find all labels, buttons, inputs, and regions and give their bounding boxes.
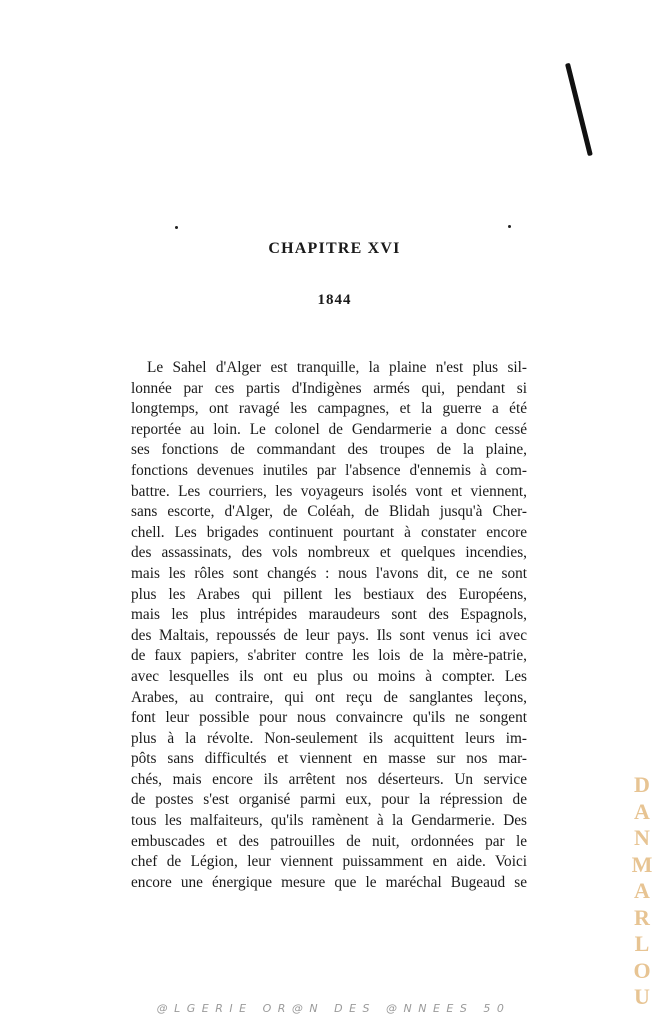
scan-margin-mark — [565, 63, 593, 156]
watermark-letter: O — [633, 957, 651, 983]
watermark-letter: A — [634, 798, 650, 824]
text-line: chés, mais encore ils arrêtent nos déserteurs. Un service — [131, 770, 527, 788]
text-line: embuscades et des patrouilles de nuit, ordonnées par le — [131, 832, 527, 850]
text-line: longtemps, ont ravagé les campagnes, et la guerre a été — [131, 400, 527, 418]
text-line: plus les Arabes qui pillent les bestiaux des Européens, — [131, 585, 527, 603]
text-line: Le Sahel d'Alger est tranquille, la plaine n'est plus sil- — [147, 359, 527, 376]
text-line: des Maltais, repoussés de leur pays. Ils sont venus ici avec — [131, 626, 527, 644]
watermark-letter: A — [634, 878, 650, 903]
watermark-letter: D — [634, 772, 650, 797]
footer-series-title: @LGERIE OR@N DES @NNEES 50 — [156, 1002, 511, 1015]
body-paragraph — [131, 358, 527, 893]
text-line: mais les rôles sont changés : nous l'avons dit, ce ne sont — [131, 564, 527, 582]
text-line: ses fonctions de commandant des troupes de la plaine, — [131, 441, 527, 459]
text-line: fonctions devenues inutiles par l'absence d'ennemis à com- — [131, 461, 527, 479]
text-line: lonnée par ces partis d'Indigènes armés qui, pendant si — [131, 379, 527, 397]
watermark-letter: U — [634, 984, 650, 1009]
text-line: mais les plus intrépides maraudeurs sont des Espagnols, — [131, 606, 527, 624]
text-line: avec lesquelles ils ont eu plus ou moins à compter. Les — [131, 667, 527, 685]
text-line: font leur possible pour nous convaincre qu'ils ne songent — [131, 709, 527, 727]
scan-speck — [175, 226, 178, 229]
text-line: de faux papiers, s'abriter contre les lois de la mère-patrie, — [131, 647, 527, 665]
chapter-title: CHAPITRE XVI — [268, 240, 401, 257]
text-line: chef de Légion, leur viennent puissamment en aide. Voici — [131, 853, 527, 871]
watermark-letter: M — [631, 851, 653, 877]
text-line: plus à la révolte. Non-seulement ils acquittent leurs im- — [131, 729, 527, 747]
text-line: encore une énergique mesure que le maréchal Bugeaud se — [131, 873, 527, 891]
watermark-letter: R — [634, 904, 650, 930]
text-line: tous les malfaiteurs, qu'ils ramènent à la Gendarmerie. Des — [131, 812, 527, 830]
watermark-letter: L — [634, 931, 650, 956]
text-line: pôts sans difficultés et viennent en masse sur nos mar- — [131, 750, 527, 768]
text-line: sans escorte, d'Alger, de Coléah, de Blidah jusqu'à Cher- — [131, 503, 527, 521]
text-line: reportée au loin. Le colonel de Gendarmerie a donc cessé — [131, 420, 527, 438]
vertical-watermark — [630, 772, 654, 1011]
scan-speck — [508, 225, 511, 228]
watermark-letter: N — [634, 825, 650, 850]
text-line: chell. Les brigades continuent pourtant à constater encore — [131, 523, 527, 541]
text-line: des assassinats, des vols nombreux et quelques incendies, — [131, 544, 527, 562]
text-line: de postes s'est organisé parmi eux, pour la répression de — [131, 791, 527, 809]
chapter-year: 1844 — [317, 292, 352, 308]
text-line: Arabes, au contraire, qui ont reçu de sanglantes leçons, — [131, 688, 527, 706]
text-line: battre. Les courriers, les voyageurs isolés vont et viennent, — [131, 482, 527, 500]
